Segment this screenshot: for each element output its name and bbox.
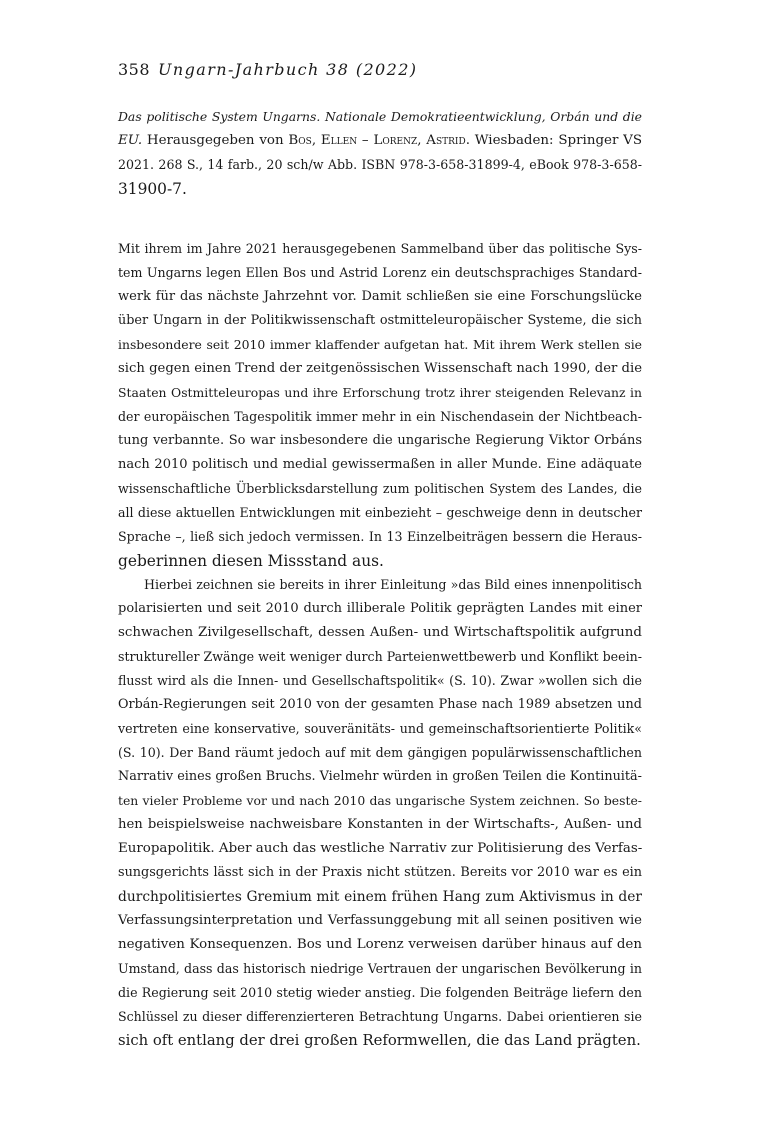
text-line: tem Ungarns legen Ellen Bos und Astrid Lorenz ein deutschsprachiges Standard- [118,265,642,280]
text-line: insbesondere seit 2010 immer klaffender aufgetan hat. Mit ihrem Werk stellen sie [118,337,642,352]
bibliography-line: 31900-7. [118,180,187,198]
text-line: über Ungarn in der Politikwissenschaft ostmitteleuropäischer Systeme, die sich [118,313,642,328]
text-line: Narrativ eines großen Bruchs. Vielmehr würden in großen Teilen die Kontinuitä- [118,769,642,784]
editor-surname: Lorenz [373,133,418,148]
paragraph-2 [118,573,642,1053]
text-line: sungsgerichts lässt sich in der Praxis nicht stützen. Bereits vor 2010 war es ein [118,865,642,880]
text-line: Hierbei zeichnen sie bereits in ihrer Einleitung »das Bild eines innenpolitisch [144,577,642,592]
text-line: der europäischen Tagespolitik immer mehr in ein Nischendasein der Nichtbeach- [118,409,642,424]
separator: , [311,133,321,148]
editors-intro: Herausgegeben von [142,133,289,148]
text-line: werk für das nächste Jahrzehnt vor. Damit schließen sie eine Forschungslücke [118,289,642,304]
page-number: 358 [118,60,151,79]
text-line: ten vieler Probleme vor und nach 2010 das ungarische System zeichnen. So beste- [118,793,642,808]
text-line: durchpolitisiertes Gremium mit einem frühen Hang zum Aktivismus in der [118,889,642,905]
text-line: schwachen Zivilgesellschaft, dessen Außen- und Wirtschaftspolitik aufgrund [118,625,642,640]
text-line: wissenschaftliche Überblicksdarstellung zum politischen System des Landes, die [118,481,642,496]
text-line: tung verbannte. So war insbesondere die ungarische Regierung Viktor Orbáns [118,433,642,448]
bibliographic-entry [118,105,642,201]
separator: – [357,133,374,148]
editor-surname: Bos [288,133,312,148]
text-line: Staaten Ostmitteleuropas und ihre Erforschung trotz ihrer steigenden Relevanz in [118,385,642,400]
book-title-end: EU. [118,133,143,148]
publisher-info: . Wiesbaden: Springer VS [465,133,643,148]
text-line: Umstand, dass das historisch niedrige Vertrauen der ungarischen Bevölkerung in [118,961,642,976]
text-line: all diese aktuellen Entwicklungen mit einbezieht – geschweige denn in deutscher [118,505,642,520]
book-title-line: Das politische System Ungarns. Nationale Demokratieentwicklung, Orbán und die [118,109,642,124]
text-line: geberinnen diesen Missstand aus. [118,552,384,570]
text-line: struktureller Zwänge weit weniger durch Parteienwettbewerb und Konflikt beein- [118,649,642,664]
text-line: vertreten eine konservative, souveränitäts- und gemeinschaftsorientierte Politik« [118,721,642,736]
text-line: Orbán-Regierungen seit 2010 von der gesamten Phase nach 1989 absetzen und [118,697,642,712]
text-line: flusst wird als die Innen- und Gesellschaftspolitik« (S. 10). Zwar »wollen sich die [118,673,642,688]
editor-given-name: Astrid [426,133,466,148]
text-line: Europapolitik. Aber auch das westliche Narrativ zur Politisierung des Verfas- [118,841,643,856]
text-line: Mit ihrem im Jahre 2021 herausgegebenen Sammelband über das politische Sys- [118,241,642,256]
text-line: hen beispielsweise nachweisbare Konstanten in der Wirtschafts-, Außen- und [118,817,642,832]
bibliography-line [118,129,642,153]
text-line: Schlüssel zu dieser differenzierteren Betrachtung Ungarns. Dabei orientieren sie [118,1009,642,1024]
text-line: (S. 10). Der Band räumt jedoch auf mit dem gängigen populärwissenschaftlichen [118,745,642,760]
text-line: nach 2010 politisch und medial gewissermaßen in aller Munde. Eine adäquate [118,457,642,472]
text-line: negativen Konsequenzen. Bos und Lorenz verweisen darüber hinaus auf den [118,937,642,952]
text-line: sich gegen einen Trend der zeitgenössischen Wissenschaft nach 1990, der die [118,361,642,376]
body-text [118,237,642,1053]
text-line: Sprache –, ließ sich jedoch vermissen. In 13 Einzelbeiträgen bessern die Heraus- [118,529,642,544]
paragraph-1 [118,237,642,573]
text-line: sich oft entlang der drei großen Reformwellen, die das Land prägten. [118,1032,641,1049]
running-title: Ungarn-Jahrbuch 38 (2022) [158,60,418,79]
bibliography-line: 2021. 268 S., 14 farb., 20 sch/w Abb. ISBN 978-3-658-31899-4, eBook 978-3-658- [118,157,642,172]
running-header [118,59,417,81]
separator: , [417,133,427,148]
text-line: Verfassungsinterpretation und Verfassunggebung mit all seinen positiven wie [118,913,642,928]
editor-given-name: Ellen [320,133,358,148]
text-line: polarisierten und seit 2010 durch illiberale Politik geprägten Landes mit einer [118,601,642,616]
text-line: die Regierung seit 2010 stetig wieder anstieg. Die folgenden Beiträge liefern den [118,985,642,1000]
